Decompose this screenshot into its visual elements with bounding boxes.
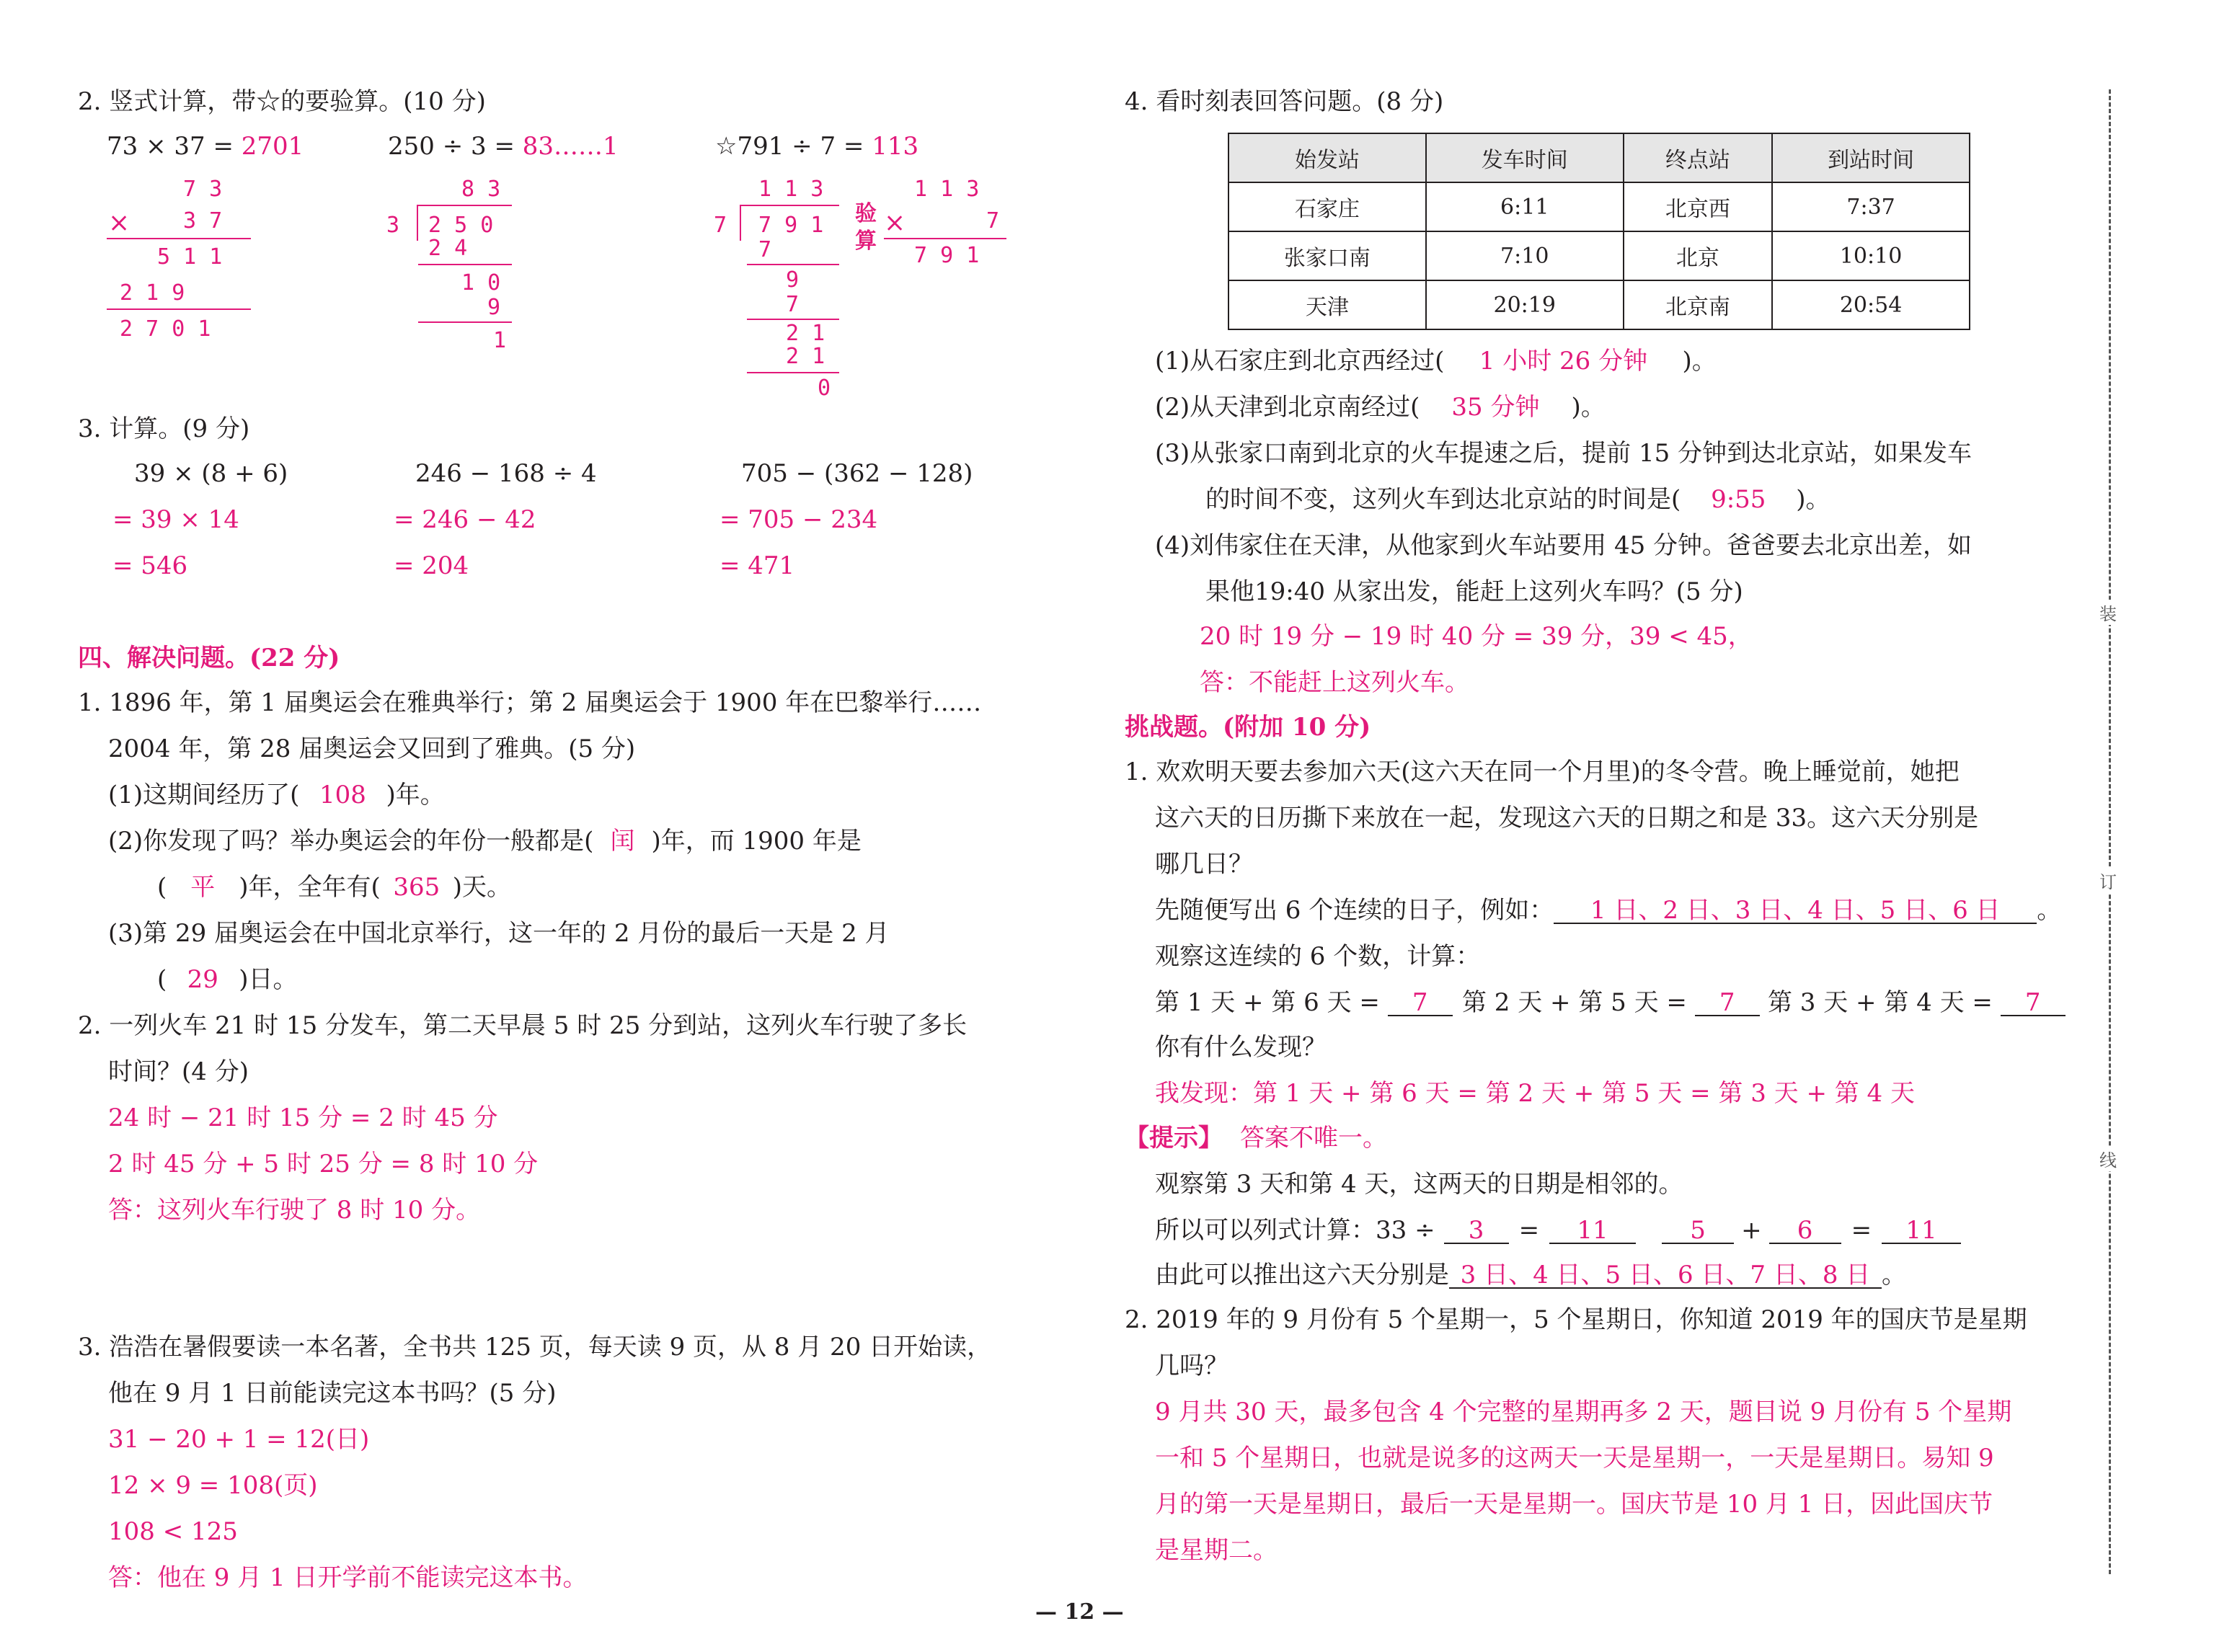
table-cell: 北京南 [1624, 280, 1772, 329]
section-heading: 四、解决问题。(22 分) [78, 644, 340, 672]
binding-mark: 装 [2099, 600, 2117, 625]
question-2-title: 2. 竖式计算，带☆的要验算。(10 分) [78, 87, 486, 116]
table-header-row [1228, 133, 1970, 182]
answer-text: 2701 [241, 132, 304, 161]
table-cell: 石家庄 [1228, 182, 1426, 231]
table-row [1228, 231, 1970, 280]
answer-text: 113 [872, 132, 919, 161]
challenge-heading: 挑战题。(附加 10 分) [1125, 713, 1371, 742]
vertical-calc-3-equation: ☆791 ÷ 7 = 113 [715, 132, 919, 161]
table-row [1228, 280, 1970, 329]
timetable [1228, 133, 1970, 330]
vertical-calc-2-equation: 250 ÷ 3 = 83……1 [388, 132, 619, 161]
table-cell: 北京 [1624, 231, 1772, 280]
table-cell: 20:54 [1772, 280, 1970, 329]
question-4-title: 4. 看时刻表回答问题。(8 分) [1125, 87, 1444, 116]
table-cell: 7:10 [1426, 231, 1624, 280]
table-cell: 天津 [1228, 280, 1426, 329]
binding-mark: 线 [2099, 1146, 2117, 1171]
table-header-cell: 终点站 [1624, 133, 1772, 182]
page-number: — 12 — [1035, 1599, 1124, 1625]
table-cell: 10:10 [1772, 231, 1970, 280]
table-cell: 张家口南 [1228, 231, 1426, 280]
binding-mark: 订 [2099, 868, 2117, 893]
table-header-cell: 始发站 [1228, 133, 1426, 182]
answer-text: 83……1 [522, 132, 619, 161]
table-cell: 北京西 [1624, 182, 1772, 231]
table-header-cell: 到站时间 [1772, 133, 1970, 182]
table-cell: 7:37 [1772, 182, 1970, 231]
table-cell: 20:19 [1426, 280, 1624, 329]
table-cell: 6:11 [1426, 182, 1624, 231]
table-row [1228, 182, 1970, 231]
vertical-calc-1-equation: 73 × 37 = 2701 [107, 132, 304, 161]
question-3-title: 3. 计算。(9 分) [78, 414, 250, 443]
table-header-cell: 发车时间 [1426, 133, 1624, 182]
